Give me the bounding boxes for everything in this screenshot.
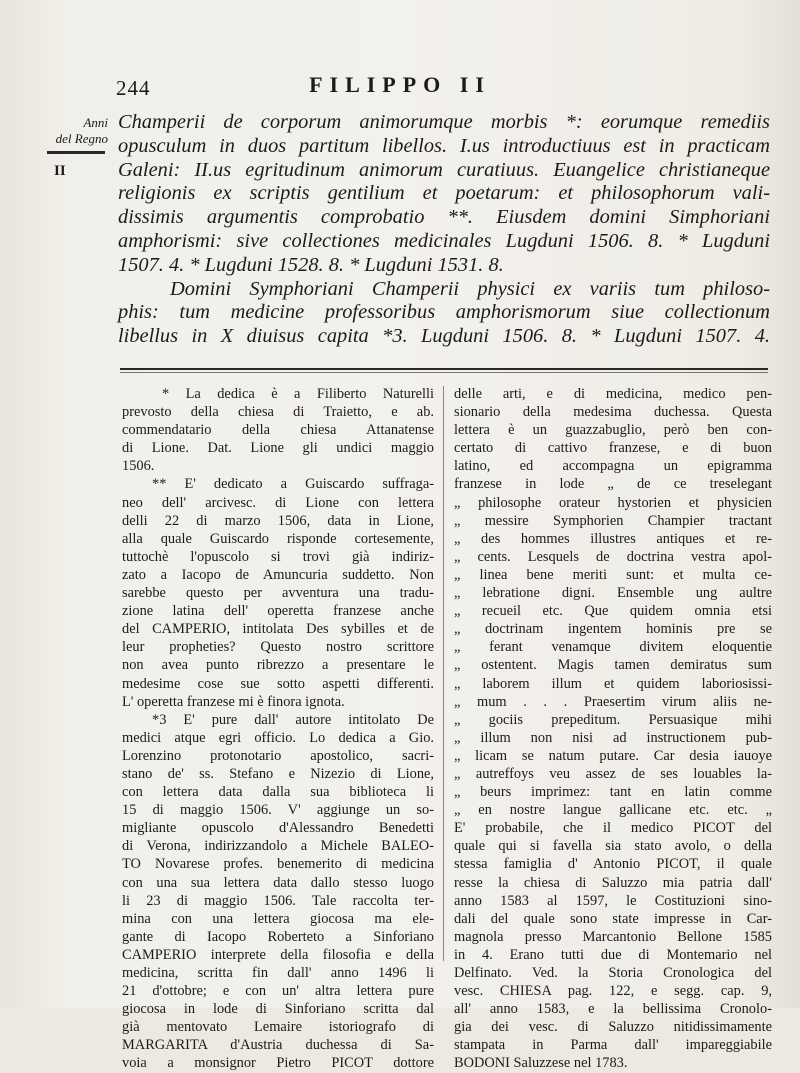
footnote-line: MARGARITA d'Austria duchessa di Sa- xyxy=(122,1037,434,1054)
footnote-line: zato a Iacopo de Amuncuria suddetto. Non xyxy=(122,566,434,583)
footnote-line: franzese in lode „ de ce treselegant xyxy=(454,476,772,493)
footnote-line: quale qui si favella sia stato avolo, o della xyxy=(454,838,772,855)
footnote-line: *3 E' pure dall' autore intitolato De xyxy=(152,711,434,728)
footnote-line: stano de' ss. Stefano e Nizezio di Lione, xyxy=(122,765,434,782)
footnote-line: non avea punto ribrezzo a presentare le xyxy=(122,657,434,674)
footnote-line: mina con una lettera giocosa ma ele- xyxy=(122,910,434,927)
main-text-line: Domini Symphoriani Champerii physici ex variis tum philoso- xyxy=(170,277,770,300)
footnote-line: anno 1583 al 1597, le Costituzioni sino- xyxy=(454,892,772,909)
footnote-line: „ linea bene meriti sunt: et multa ce- xyxy=(454,566,772,583)
footnote-line: magnola presso Marcantonio Bellone 1585 xyxy=(454,928,772,945)
footnote-line: resse la chiesa di Saluzzo mia patria dall' xyxy=(454,874,772,891)
main-text-line: dissimis argumentis comprobatio **. Eiusdem domini Simphoriani xyxy=(118,206,770,229)
footnote-line: giocosa in lode di Sinforiano scritta dal xyxy=(122,1001,434,1018)
margin-note-line: Anni xyxy=(83,115,108,130)
footnote-line: 15 di maggio 1506. V' aggiunge un so- xyxy=(122,802,434,819)
footnote-line: „ lebratione digni. Ensemble ung aultre xyxy=(454,585,772,602)
footnote-line: „ en nostre langue gallicane etc. etc. „ xyxy=(454,802,772,819)
footnote-line: già mentovato Lemaire istoriografo di xyxy=(122,1019,434,1036)
footnote-line: li 23 di maggio 1506. Tale raccolta ter- xyxy=(122,892,434,909)
footnote-line: sionario della medesima duchessa. Questa xyxy=(454,404,772,421)
footnote-line: Delfinato. Ved. la Storia Cronologica del xyxy=(454,965,772,981)
footnote-line: sarebbe questo per avventura una tradu- xyxy=(122,585,434,602)
footnote-line: medicina, scritta fin dall' anno 1496 li xyxy=(122,965,434,981)
column-divider xyxy=(443,386,444,961)
footnote-line: medici atque egri officio. Lo dedica a Gio. xyxy=(122,729,434,746)
main-text xyxy=(118,111,770,349)
footnote-line: stampata in Parma dall' impareggiabile xyxy=(454,1037,772,1054)
footnote-line: E' probabile, che il medico PICOT del xyxy=(454,820,772,837)
footnote-line: TO Novarese profes. benemerito di medicina xyxy=(122,856,434,873)
footnote-line: di Verona, indirizzandolo a Michele BALEO- xyxy=(122,838,434,855)
footnote-line: migliante opuscolo d'Alessandro Benedetti xyxy=(122,820,434,837)
footnote-line: tuttochè l'opuscolo si trovi già indiriz- xyxy=(122,548,434,565)
footnote-line: „ philosophe orateur hystorien et physicien xyxy=(454,494,772,511)
footnote-line: „ doctrinam ingentem hominis pre se xyxy=(454,621,772,638)
margin-note-line: del Regno xyxy=(55,131,108,146)
footnote-line: „ mum . . . Praesertim virum aliis ne- xyxy=(454,693,772,710)
footnote-line: voia a monsignor Pietro PICOT dottore xyxy=(122,1055,434,1072)
footnote-line: gia dei vesc. di Saluzzo nitidissimamente xyxy=(454,1019,772,1036)
footnote-line: prevosto della chiesa di Traietto, e ab. xyxy=(122,404,434,421)
main-text-line: amphorismi: sive collectiones medicinales Lugduni 1506. 8. * Lugduni xyxy=(118,229,770,252)
separator-rule xyxy=(120,368,768,370)
regnal-year-numeral: II xyxy=(54,163,66,179)
main-text-line: religionis ex scriptis gentilium et poetarum: et philosophorum vali- xyxy=(118,182,770,205)
footnote-line: medesime cose sue sotto aspetti differenti. xyxy=(122,675,434,692)
footnote-line: delli 22 di marzo 1506, data in Lione, xyxy=(122,512,434,529)
footnote-line: 21 d'ottobre; e con un' altra lettera pure xyxy=(122,983,434,1000)
footnote-line: stessa famiglia d' Antonio PICOT, il quale xyxy=(454,856,772,873)
footnote-line: di Lione. Dat. Lione gli undici maggio xyxy=(122,440,434,457)
footnotes-left-column xyxy=(122,385,434,1073)
main-text-line: Champerii de corporum animorumque morbis *: eorumque remediis xyxy=(118,111,770,133)
main-text-line: 1507. 4. * Lugduni 1528. 8. * Lugduni 1531. 8. xyxy=(118,253,504,276)
footnote-line: vesc. CHIESA pag. 122, e segg. cap. 9, xyxy=(454,983,772,1000)
footnote-line: „ cents. Lesquels de doctrina vestra apol- xyxy=(454,548,772,565)
footnote-line: gante di Iacopo Roberteto a Sinforiano xyxy=(122,928,434,945)
footnote-line: „ beurs imprimez: tant en latin comme xyxy=(454,784,772,801)
footnote-line: alla quale Guiscardo risponde cortesemente, xyxy=(122,530,434,547)
footnote-line: con lettera data dalla sua biblioteca li xyxy=(122,784,434,801)
footnote-line: „ laborem illum et quidem laboriosissi- xyxy=(454,675,772,692)
main-text-line: opusculum in duos partitum libellos. I.us introductiuus est in practicam xyxy=(118,134,770,157)
footnote-line: „ licam se natum putare. Car desia iauoye xyxy=(454,747,772,764)
footnote-line: certato di cattivo franzese, e di buon xyxy=(454,440,772,457)
footnote-line: commendatario della chiesa Attanatense xyxy=(122,422,434,439)
footnote-line: neo dell' arcivesc. di Lione con lettera xyxy=(122,494,434,511)
footnote-line: del CAMPERIO, intitolata Des sybilles et de xyxy=(122,621,434,638)
footnote-line: „ recueil etc. Que quidem omnia etsi xyxy=(454,603,772,620)
footnote-line: „ ostentent. Magis tamen demiratus sum xyxy=(454,657,772,674)
main-text-line: Galeni: II.us egritudinum animorum curatiuus. Euangelice christianeque xyxy=(118,158,770,181)
footnote-line: lettera è un guazzabuglio, però ben con- xyxy=(454,422,772,439)
footnote-line: „ autreffoys veu assez de ses louables la- xyxy=(454,765,772,782)
main-text-line: phis: tum medicine professoribus amphorismorum siue collectionum xyxy=(118,301,770,324)
footnotes-right-column xyxy=(454,385,772,1073)
footnote-line: „ messire Symphorien Champier tractant xyxy=(454,512,772,529)
footnote-line: „ des hommes illustres antiques et re- xyxy=(454,530,772,547)
margin-rule xyxy=(47,151,105,154)
footnote-line: „ gociis prepeditum. Persuasique mihi xyxy=(454,711,772,728)
main-text-line: libellus in X diuisus capita *3. Lugduni 1506. 8. * Lugduni 1507. 4. xyxy=(118,325,770,348)
footnote-line: 1506. xyxy=(122,458,155,475)
footnote-line: latino, ed accompagna un epigramma xyxy=(454,458,772,475)
footnote-line: dali del quale sono state impresse in Car- xyxy=(454,910,772,927)
footnote-line: zione latina dell' operetta franzese anche xyxy=(122,603,434,620)
footnote-line: * La dedica è a Filiberto Naturelli xyxy=(162,386,434,402)
footnote-line: Lorenzino protonotario apostolico, sacri- xyxy=(122,747,434,764)
footnote-line: CAMPERIO interprete della filosofia e della xyxy=(122,946,434,963)
footnote-line: „ ferant venamque divitem eloquentie xyxy=(454,639,772,656)
margin-note xyxy=(42,115,108,147)
footnote-line: L' operetta franzese mi è finora ignota. xyxy=(122,693,345,710)
footnote-line: all' anno 1583, e la bellissima Cronolo- xyxy=(454,1001,772,1018)
footnote-line: ** E' dedicato a Guiscardo suffraga- xyxy=(152,476,434,493)
footnote-line: delle arti, e di medicina, medico pen- xyxy=(454,386,772,402)
footnote-line: con una sua lettera data dallo stesso luogo xyxy=(122,874,434,891)
footnote-line: „ illum non nisi ad instructionem pub- xyxy=(454,729,772,746)
page-number: 244 xyxy=(116,76,151,100)
running-head: FILIPPO II xyxy=(309,72,491,97)
footnote-line: in 4. Erano tutti due di Montemario nel xyxy=(454,946,772,963)
footnote-line: leur propheties? Questo nostro scrittore xyxy=(122,639,434,656)
separator-rule xyxy=(120,372,768,373)
footnote-line: BODONI Saluzzese nel 1783. xyxy=(454,1055,628,1072)
